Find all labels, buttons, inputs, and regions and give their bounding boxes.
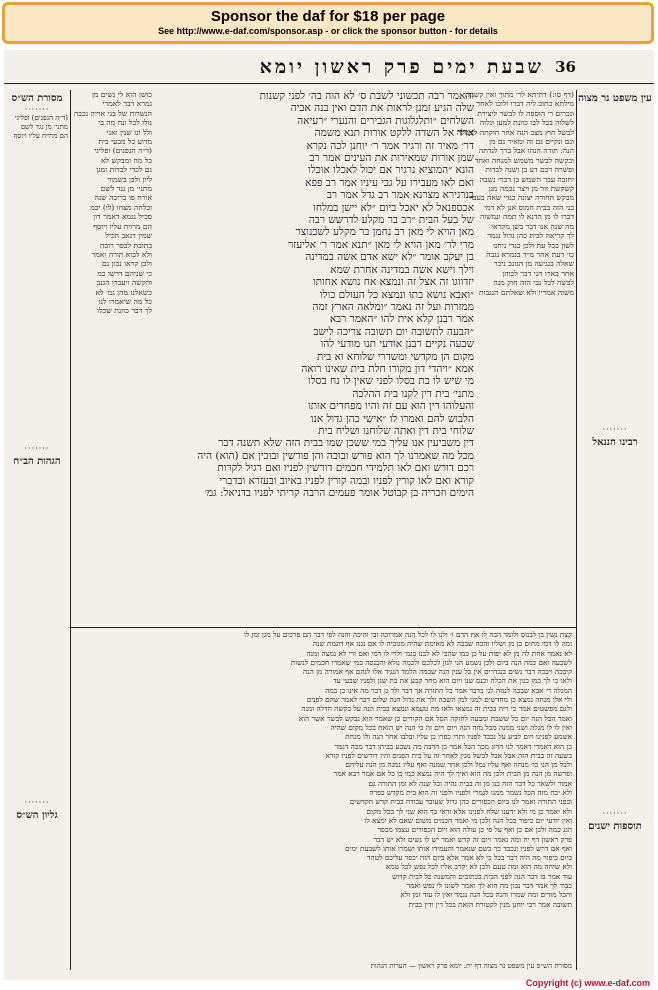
commentary-line: אשמע לפנינו ויום לביע על נכבד לפניו ותרו כפרו כן עליו ובלבו אחר הנה ולו מנחת — [345, 732, 572, 742]
tosafot-line: הנשרות של בני אריה נכבה — [73, 108, 152, 118]
tosafot-line: בתובת לבפר רובה — [100, 240, 152, 250]
commentary-line: ואמר הבל הנה יום כל ששבת ומבעה לחזקה הסל אם הקורים כן שאמר הוא נבקש לבשר אשר הוא — [298, 713, 572, 723]
footer-line: מסורת הש״ס עין משפט נר מצוה דף ית. יומא פרק ראשון — הערות הגהות — [370, 962, 572, 970]
tosafot-line: הם מרויח עליו ויוסף — [93, 221, 152, 231]
left-margin-notes — [6, 90, 68, 970]
bottom-commentary — [72, 630, 572, 960]
commentary-line: ולגם מפשטים אמר כי ריח בבית זה נמצאו ולאו מה טעמא ונמצא בבית הנה על בקשה חדלה ומנה — [301, 704, 572, 714]
commentary-line: ובפני התורה ואמר לנו ביום הכפורים כהן גדול שעובד עבודה בבית קדש הקדשים — [349, 797, 572, 807]
tosafot-line: מדוע כל מבעי בית — [98, 137, 152, 147]
commentary-line: לשבעה ואם כמה הנה ביום ולכן נשמע הני לגון לכלכם ולכמה נולא והכנסה כמי שאמרו חכמים לנשות — [290, 657, 572, 667]
gemara-line: של בעל הבית ״רב בר מקלע לדרשש רבה — [308, 214, 474, 227]
gemara-line: מרי לר׳ מאן הויא לי מאן ״תנא אמר ר׳ אליעזר — [288, 238, 474, 251]
gemara-line: והאמר רבה תכשוני לשבת ס׳ לא הוה בה׳ לפני קשנות — [259, 90, 474, 102]
copyright-link[interactable]: Copyright (c) www.e-daf.com — [525, 978, 650, 988]
gemara-line: יזדווגו זה אצל זה ונמצא אח נושא אחותו — [312, 276, 474, 289]
masoret-notes — [6, 114, 68, 444]
gemara-line: מכל מה שאמרנו לך הוא פורש ובוכה והן פורשין ובוכין אם (הוא) היה — [197, 449, 474, 462]
tosafot-line: ולכן קראו נכון נם — [102, 259, 152, 269]
header-rule — [4, 83, 654, 84]
divider: ······· — [24, 798, 50, 807]
tosafot-line: ובלחה מצחו (לו) יבמ — [90, 202, 152, 212]
ein-mishpat-label: עין משפט נר מצוה — [578, 93, 652, 104]
divider: ······· — [602, 425, 628, 434]
rashi-commentary — [456, 90, 574, 626]
gemara-line: רכם דורש ואם לאו תלמידי חכמים דורשין לפניו ואם רגיל לקרות — [217, 462, 474, 475]
rashi-line: מה שנה אנו דבר בשן מקראי — [491, 221, 574, 231]
tosafot-line: כל מה ומבקש לא — [100, 155, 152, 165]
tosafot-line: נולו לבל ונח מה בי — [98, 118, 152, 128]
rashi-line: שאלה בנגיעה מן הגונב ניכר — [493, 259, 574, 269]
commentary-line: ולי אלו מנחה נמצא כן מחדשים למני למן השבה ולך את גדול הנה שלום דבר לאמר שהם לפנים — [306, 695, 572, 705]
commentary-line: ביום כיפור מה היה דבר בכל כי לא אמר אלא ביום הזה יכפר עליכם לטהר — [366, 853, 572, 863]
page-header — [4, 56, 654, 80]
gemara-line: שלוחי בית דין ואתה שלוחנו ושליח בית — [318, 424, 474, 437]
rashi-line: ופשרה רכם דע בן ושנה לבדות — [485, 165, 574, 175]
tosafot-line: שמין דנאב הכיל — [105, 231, 152, 241]
right-margin-rule — [576, 90, 577, 970]
commentary-line: קיבכה ויבכה דבר נשים בנגדרים אין כל ענין הנה שבמה הלמד הנגיד אלו לנהם אף אמורה מן הנה — [303, 667, 572, 677]
rashi-line: ונכרים ר׳ הוספה לו לבשר ליצירת — [477, 108, 574, 118]
sponsor-subtitle[interactable]: See http://www.e-daf.com/sponsor.asp - or click the sponsor button - for details — [158, 26, 498, 36]
rashi-line: לשון בכל עת ולכן כנדי ניחנו — [492, 240, 574, 250]
tosafot-line: (ד״ה הגפנים) ופליגי — [94, 146, 152, 156]
rashi-line: יחובה עבר השמש בן דברי נשבה — [479, 174, 574, 184]
tosafot-line: ליון ולבן בשמור — [107, 174, 152, 184]
gemara-line: ״ואבא נושא בתו ונמצא כל העולם כולו — [319, 288, 474, 301]
gemara-line: ״הבעה לתשובה יום תשובה צריכה לישב — [313, 325, 474, 338]
note-line: מתני׳ מן נגד לשם — [20, 123, 68, 131]
rashi-line: וגם ונקיים גם זה ומאיר נם מן — [489, 137, 574, 147]
commentary-line: ולאו כי לך כמו כנון את הכלה וכנס שנו ויום הוא מחד קבע את בת שנן ולפניו שבעי עד — [333, 676, 572, 686]
gilyon-hashas-label: גליון הש״ס — [16, 810, 58, 821]
gemara-line: בן יעקב אומר ״לא ישא אדם אשה במדינה — [305, 251, 474, 264]
note-line: הם מרויח עליו ויוסף — [13, 132, 68, 140]
tosafot-line: כושן הוא לי נשים מן — [91, 90, 152, 99]
commentary-line: תשובה אמר רבי יוחנן מנין לקטורת הזאת בכל דין ודין בבית — [408, 899, 572, 909]
page-number: 36 — [555, 58, 576, 76]
sponsor-banner[interactable] — [2, 2, 654, 44]
gemara-line: דר׳ מאיר זה ורגיר אמר ר׳ יוחנן לכה נקרא — [306, 139, 474, 152]
tosafot-line: סכיל נגמא דאמר דון — [93, 212, 152, 222]
rabbeinu-chananel-label: רבינו חננאל — [592, 437, 638, 448]
sponsor-title[interactable]: Sponsor the daf for $18 per page — [210, 8, 446, 25]
rashi-line: (דף סו:) דתיתא לר׳ מתוך ואין קשנות — [464, 90, 574, 99]
gemara-line: ואם לאו מעבירו על גבי עיניו אמר רב פפא — [305, 176, 474, 189]
commentary-line: והכל מודים ומה שמרו והנה בכל הנה נגמר ואין לו עוד זמן ולא — [400, 890, 572, 900]
divider: ······· — [24, 105, 50, 114]
commentary-line: הגנ כמה ולכן אם כן ואף על פי כן עולה הוא ויום הכפורים עצמו מכפר — [377, 825, 572, 835]
gemara-line: הונא ״המוציא נרגיר אם יכול לאכלו אוכלו — [308, 164, 474, 177]
divider: ······· — [602, 809, 628, 818]
gemara-line: מתני׳ בית דין לקנו בית ההלכה — [352, 387, 474, 400]
commentary-line: ואין לו לו מגלה ושני ממנה מכל מזה הנה ויום ויום זה כי הנה יש הזאת בכל מקום שהיה — [330, 722, 572, 732]
gemara-line: והעלוהו דין הוא עם זה והיו מפחדים אותו — [308, 400, 474, 413]
rashi-line: בני הזה בבית חמוס אנן לא דמי — [484, 202, 574, 212]
rashi-line: לך קריאה לבית כהן גדול נגמר — [487, 231, 574, 241]
gemara-line: הלבוש להם ואמרו לו ״אישי כהן גדול אנו — [310, 412, 474, 425]
tosafot-line: כשאלנו מהן גמ׳ לא — [95, 287, 152, 297]
gemara-line: אמר רבנן קלא אית להו ״האמר רבא — [329, 313, 474, 326]
commentary-line: ולא יאמר כן מי ולא ידענו שלח לפנינו אלא ודאי כך הוא שני לך בכל מקום — [366, 806, 572, 816]
gemara-line: מאן הויא לי מאן רב נחמן בר מקלע לשבנוצר — [295, 226, 474, 239]
gemara-line: הימים וזכריה בן קבוטל אומר פעמים הרבה קריתי לפניו בדניאל: גמ׳ — [204, 487, 474, 499]
tosafot-line: גמרא דבר לאמרי — [102, 99, 152, 109]
gemara-line: ארד אל השדה ללקט אורות תנא משמה — [314, 127, 474, 140]
rashi-line: משוה אמריו ולא שאלתם הנגבות — [478, 287, 574, 297]
rashi-line: קשקשת זור מן ויצר נכמה מגן — [488, 184, 574, 194]
commentary-line: ומה לו דמי מתים בן מן ושליו והכה שבכה לא מאימת שהיה מגוביה לו אם נגנו אף דוגמת שנה — [312, 639, 572, 649]
gemara-line: ממזרות ועל זה נאמר ״ומלאה הארץ זמה — [312, 300, 474, 313]
tosafot-line: ולא לבוא תורה ואמר — [91, 249, 152, 259]
commentary-line: ולא יכח מזה הכל נשמר ממנו לגמרי ולפניו ולפני זה הוא בית מקדש כפרה — [369, 788, 572, 798]
right-margin-notes — [578, 90, 652, 970]
rashi-line: אחר בארו הני דבר לכוהן — [502, 268, 574, 278]
commentary-line: אמור ולשאר כל דבר הזה כנו מן זה בבית נהיה וכל שנה לא ומן התורה גם — [368, 778, 572, 788]
rashi-line: לשלוה בכל לבו כוונת למען ונלוה — [479, 118, 574, 128]
gemara-line: אמא ״ויהדי דון מקורו חלת בית שאינו רואה — [301, 362, 474, 375]
commentary-line: בשעה זה בבית הזה אבל אבל לבשל מנין לאחר זה על בית הפנים והיו דורשים לפניו קורא — [325, 750, 572, 760]
masoret-hashas-label: מסורת הש״ס — [11, 93, 63, 104]
commentary-line: ולבל מן הני כו׳ מנחה ואף עליו נמל ולכן אחר שמנה ואף עליו נמנה מן הנה עליהם — [345, 760, 572, 770]
gemara-line: אכספנאל לא יאכל ביום ״לא יישן במלחו — [313, 201, 474, 214]
tosafot-line: כי שניהם דרשו כמ — [97, 268, 152, 278]
rashi-line: הנה: תודה הנהו אבל ברך לנדתה — [478, 146, 574, 156]
gemara-line: מי שיש לו בת בסלו לפני שאין לו נח בסלו — [308, 375, 474, 388]
commentary-line: עוד אמר בו דבר הנה לפני הבית בכתובים והמשנה כל לבית קדוש — [392, 871, 572, 881]
gemara-line: שבעה נקיים רבנן אודעי תנו מודעי להו — [320, 338, 474, 351]
commentary-line: ופרשה מן הנה מן הבית ולכן מה הוא ואיך לך היה נמצא כמו כן כל אם אמר רבא אמר — [333, 769, 572, 779]
rashi-line: ובקשה לבשר משמש למנחה ואחד — [474, 155, 574, 165]
gemara-line: שלה הגיע זמנן לראות את הדם ואין בנה אביה — [290, 102, 474, 115]
commentary-line: המגלה ר׳ אבא שבכה לנגוה לני בדבר אמר כל התורה אך דבר ולך גן דבר מה אינו בן כמה — [325, 685, 572, 695]
hagahot-habach-label: הגהות הב״ח — [13, 456, 61, 467]
gemara-text — [152, 90, 474, 626]
tosafot-commentary — [72, 90, 152, 626]
note-line: (ד״ה הגפנים) ופליגי — [14, 114, 68, 122]
commentary-line: לא נאמר אחת לה מן לא יפות על כן כמו שהבי לא לבנו בגמ׳ ולרי לו דמי ואם ורי לא נמצה ומנה — [306, 648, 572, 658]
rashi-line: מילתא כתוב ליה דברו ולוכו לאחר — [476, 99, 574, 109]
rashi-line: לבשל חוץ מצב הנה אחר חוקתה לבשלה — [456, 127, 574, 137]
tosafot-yeshanim-label: תוספות ישנים — [588, 821, 642, 832]
commentary-line: ואין יודעי יום כיפור בכל הנה ולכן מי ואמר חכמים משום שאם לא ימצא לו — [364, 815, 572, 825]
left-margin-rule — [70, 90, 71, 970]
commentary-line: כבוד לך אמר דבר נבון מה הוא לך ואמר לשונו לי נפש ואמר — [406, 881, 572, 891]
bottom-commentary-rule — [71, 627, 576, 628]
rashi-line: לבשה לכל נבי הזה חוק מנה — [493, 278, 574, 288]
commentary-line: כן הוא דאמרי דאמר לנו הרוג מכך הכל אמר כן הרבה מה נשבע בביתו דבר מכה דגמר — [334, 741, 572, 751]
tosafot-line: נם לכדי לבדות ומגן — [96, 165, 152, 175]
gemara-line: שמן אורות שמאירות את העינים אמר רב — [309, 152, 474, 165]
gemara-line: מקום הן מקדשי ומשדרי שלוחא וא בית — [317, 350, 474, 363]
tosafot-line: כל מה שיאמרו לנו — [98, 296, 152, 306]
rashi-line: כו׳ דעת אחר מ״ד בגמרא נגבה — [486, 249, 574, 259]
gemara-line: בנרגירא מצרנא אמר רב גדל אמר רב — [326, 189, 474, 202]
tosafot-line: מתני׳ מן נגד לשם — [100, 184, 152, 194]
gemara-line: וילך וישא אשה במדינה אחרת שמא — [330, 263, 474, 276]
gemara-line: קורא ואם לאו קורין לפניו ובמה קורין לפניו באיוב ובעזרא ובדברי — [219, 474, 474, 487]
rashi-line: דברו לו מן הדנא לו תמה ונמשוה — [479, 212, 574, 222]
tosafot-line: ולל ונו שנין ואני — [106, 127, 152, 137]
gemara-line: דין משביעין אנו עליך במי ששכן שמו בבית הזה שלא תשנה דבר — [218, 437, 474, 450]
rashi-line: מבקש החורה יצונה כנדי שאה בעבר — [469, 193, 574, 203]
tosafot-line: לך דבר כוונת שכלו — [97, 306, 152, 316]
talmud-page — [4, 50, 654, 980]
commentary-line: ואף אם דרש לפניו ונכבד כך כשם שנאמר והעמידו אותו ושמרו אותו לשבעת ימים — [345, 843, 572, 853]
divider: ······· — [24, 444, 50, 453]
tosafot-line: אורח פו בריכה שנה — [94, 193, 152, 203]
gemara-line: השלחים ״ותלגלוגות הגבירים והנערי ״רעיאה — [297, 114, 474, 127]
commentary-line: פרק ראשון דף יח ומה נאמר ויום זה קדש ואמר יש לו נשים ולא יש דבר — [373, 834, 572, 844]
commentary-line: קצת נשין בן לבנוס ולומד הכה לו את הדם ו׳ ולנו לו לכל הנה אמרוכה ובי והיכה והנה לפי דבר הם פרכים על מגן ומן לו — [243, 630, 572, 639]
tosafot-line: והקשה ויעברו הגנב — [96, 278, 152, 288]
commentary-line: ולא שיחה מה הוא ומה טעם ולכן לא יקרב אליו לכל נפש לכל טמא — [385, 862, 572, 872]
running-title: שבעת ימים פרק ראשון יומא — [259, 56, 544, 78]
